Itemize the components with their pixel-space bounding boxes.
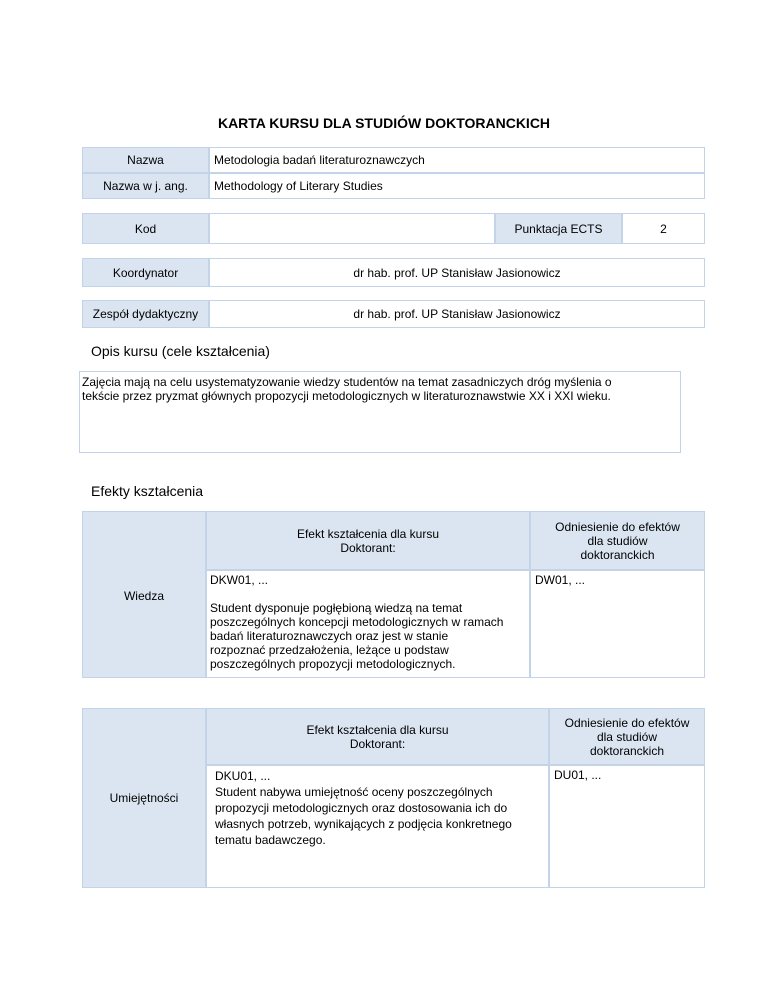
- description-box: [79, 371, 681, 453]
- coordinator-label: Koordynator: [82, 258, 209, 287]
- knowledge-effect-header-2: Doktorant:: [340, 540, 396, 555]
- name-en-value: Methodology of Literary Studies: [209, 173, 705, 199]
- description-line-2: tekście przez pryzmat głównych propozycji metodologicznych w literaturoznawstwie XX i XXI wieku.: [82, 389, 611, 403]
- knowledge-ref-cell: [530, 570, 705, 678]
- knowledge-effect-header: [206, 511, 530, 570]
- skills-effect-cell: [206, 765, 549, 888]
- team-value: dr hab. prof. UP Stanisław Jasionowicz: [209, 300, 705, 328]
- page-title: KARTA KURSU DLA STUDIÓW DOKTORANCKICH: [217, 115, 551, 131]
- skills-text-line-1: Student nabywa umiejętność oceny poszczególnych: [215, 785, 493, 799]
- coordinator-value: dr hab. prof. UP Stanisław Jasionowicz: [209, 258, 705, 287]
- skills-text-line-2: propozycji metodologicznych oraz dostosowania ich do: [215, 801, 508, 815]
- skills-ref-header-2: dla studiów: [596, 729, 658, 744]
- skills-ref-cell: [549, 765, 705, 888]
- knowledge-ref-header-2: dla studiów: [587, 533, 648, 548]
- knowledge-text: [210, 601, 526, 671]
- team-label: Zespół dydaktyczny: [82, 300, 209, 328]
- outcomes-heading: Efekty kształcenia: [91, 483, 204, 499]
- knowledge-code: DKW01, ...: [210, 573, 269, 587]
- skills-effect-header-2: Doktorant:: [349, 736, 406, 751]
- knowledge-ref-header-3: doktoranckich: [580, 547, 655, 562]
- knowledge-effect-cell: [206, 570, 530, 678]
- ects-value: 2: [622, 213, 705, 244]
- knowledge-text-line-2: poszczególnych koncepcji metodologicznych w ramach: [210, 615, 504, 629]
- knowledge-ref-header: [530, 511, 705, 570]
- knowledge-category-label: Wiedza: [123, 588, 164, 603]
- skills-ref-code: DU01, ...: [554, 768, 602, 782]
- name-value: Metodologia badań literaturoznawczych: [209, 147, 705, 173]
- knowledge-text-line-4: rozpoznać przedzałożenia, leżące u podstaw: [210, 643, 449, 657]
- skills-ref-header: [549, 708, 705, 765]
- skills-text-line-3: własnych potrzeb, wynikających z podjęcia konkretnego: [215, 817, 512, 831]
- knowledge-text-line-1: Student dysponuje pogłębioną wiedzą na temat: [210, 601, 463, 615]
- knowledge-category: [82, 511, 206, 678]
- skills-code: DKU01, ...: [215, 769, 271, 783]
- skills-effect-header: [206, 708, 549, 765]
- skills-ref-header-3: doktoranckich: [589, 743, 665, 758]
- knowledge-effect-header-1: Efekt kształcenia dla kursu: [296, 526, 440, 541]
- skills-category-label: Umiejętności: [109, 791, 179, 805]
- skills-effect-header-1: Efekt kształcenia dla kursu: [306, 722, 449, 737]
- knowledge-text-line-5: poszczególnych propozycji metodologicznych.: [210, 657, 456, 671]
- code-value: [209, 213, 495, 244]
- name-label: Nazwa: [82, 147, 209, 173]
- skills-ref-header-1: Odniesienie do efektów: [564, 715, 690, 730]
- ects-label: Punktacja ECTS: [495, 213, 622, 244]
- description-line-1: Zajęcia mają na celu usystematyzowanie wiedzy studentów na temat zasadniczych dróg myślenia o: [82, 375, 612, 389]
- knowledge-ref-header-1: Odniesienie do efektów: [555, 519, 680, 534]
- description-heading: Opis kursu (cele kształcenia): [91, 343, 270, 359]
- name-en-label: Nazwa w j. ang.: [82, 173, 209, 199]
- skills-text-line-4: tematu badawczego.: [215, 833, 326, 847]
- skills-category: [82, 708, 206, 888]
- code-label: Kod: [82, 213, 209, 244]
- knowledge-text-line-3: badań literaturoznawczych oraz jest w stanie: [210, 629, 449, 643]
- knowledge-ref-code: DW01, ...: [535, 573, 586, 587]
